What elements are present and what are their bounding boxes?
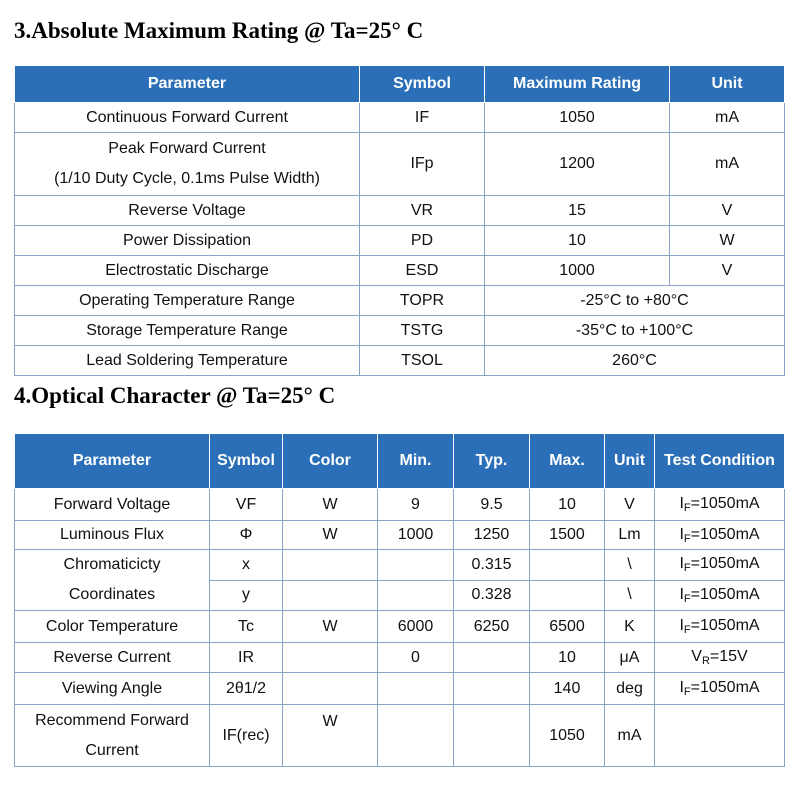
- cell-typ: [454, 643, 530, 673]
- cell-typ: 0.315: [454, 550, 530, 581]
- cell-unit: deg: [605, 673, 655, 705]
- cell-typ: 0.328: [454, 580, 530, 611]
- header-typ: Typ.: [454, 434, 530, 489]
- cell-symbol: VF: [210, 489, 283, 521]
- cell-symbol: VR: [360, 196, 485, 226]
- cell-unit: V: [605, 489, 655, 521]
- cell-rating: 1050: [485, 103, 670, 133]
- cond-main: I: [679, 525, 684, 543]
- cell-unit: \: [605, 580, 655, 611]
- cell-min: [378, 550, 454, 581]
- cell-typ: [454, 705, 530, 767]
- table-row: [15, 489, 785, 521]
- table-row: [15, 346, 785, 376]
- cond-value: =1050mA: [690, 555, 760, 573]
- header-color: Color: [283, 434, 378, 489]
- cell-symbol: y: [210, 580, 283, 611]
- header-unit: Unit: [670, 66, 785, 103]
- cell-max: 10: [530, 489, 605, 521]
- cell-unit: mA: [670, 103, 785, 133]
- cell-max: [530, 580, 605, 611]
- cell-rating: 260°C: [485, 346, 785, 376]
- cond-main: I: [679, 585, 684, 603]
- cell-symbol: PD: [360, 226, 485, 256]
- param-line-2: (1/10 Duty Cycle, 0.1ms Pulse Width): [54, 170, 320, 187]
- cell-rating: 1200: [485, 133, 670, 196]
- cell-symbol: IR: [210, 643, 283, 673]
- cond-subscript: F: [683, 562, 691, 575]
- cell-max: 1500: [530, 521, 605, 550]
- table-row: [15, 521, 785, 550]
- cell-unit: Lm: [605, 521, 655, 550]
- cell-param: Operating Temperature Range: [15, 286, 360, 316]
- cell-symbol: TSTG: [360, 316, 485, 346]
- table-row: [15, 133, 785, 196]
- cell-symbol: 2θ1/2: [210, 673, 283, 705]
- cond-subscript: R: [701, 655, 710, 667]
- header-max: Max.: [530, 434, 605, 489]
- cell-min: [378, 580, 454, 611]
- header-test-condition: Test Condition: [655, 434, 785, 489]
- cond-value: =1050mA: [690, 617, 760, 634]
- cell-unit: \: [605, 550, 655, 581]
- param-line-1: Recommend Forward: [35, 711, 189, 729]
- cell-unit: W: [670, 226, 785, 256]
- cell-param: Viewing Angle: [15, 673, 210, 705]
- cond-value: =1050mA: [690, 495, 760, 512]
- table-row: [15, 673, 785, 705]
- cond-value: =1050mA: [690, 585, 760, 603]
- cell-symbol: ESD: [360, 256, 485, 286]
- cell-condition: [655, 705, 785, 767]
- cell-condition: [655, 550, 785, 581]
- cell-max: [530, 550, 605, 581]
- param-line-1: Peak Forward Current: [108, 140, 266, 157]
- cond-value: =1050mA: [690, 525, 760, 543]
- cell-max: 10: [530, 643, 605, 673]
- cell-max: 6500: [530, 611, 605, 643]
- cell-unit: μA: [605, 643, 655, 673]
- cell-param: [15, 705, 210, 767]
- param-line-2: Current: [85, 741, 139, 759]
- table-row: [15, 705, 785, 767]
- cond-value: =1050mA: [690, 679, 760, 696]
- header-parameter: Parameter: [15, 66, 360, 103]
- cell-rating: -25°C to +80°C: [485, 286, 785, 316]
- cell-color: W: [283, 705, 378, 767]
- cell-symbol: IF: [360, 103, 485, 133]
- cell-rating: 10: [485, 226, 670, 256]
- cell-unit: V: [670, 196, 785, 226]
- cell-param: Color Temperature: [15, 611, 210, 643]
- cell-condition: [655, 643, 785, 673]
- cond-subscript: F: [683, 532, 691, 545]
- cell-rating: -35°C to +100°C: [485, 316, 785, 346]
- cond-value: =15V: [709, 648, 748, 665]
- table-row: [15, 256, 785, 286]
- cell-min: 1000: [378, 521, 454, 550]
- cell-typ: [454, 673, 530, 705]
- cell-param: Power Dissipation: [15, 226, 360, 256]
- cell-max: 1050: [530, 705, 605, 767]
- table-row: [15, 226, 785, 256]
- cell-param: [15, 133, 360, 196]
- cond-subscript: F: [683, 592, 691, 605]
- cell-color: [283, 550, 378, 581]
- cell-condition: [655, 673, 785, 705]
- table-row: [15, 550, 785, 581]
- cell-color: W: [283, 611, 378, 643]
- table-header-row: [15, 66, 785, 103]
- cond-main: I: [679, 679, 684, 696]
- cond-subscript: F: [683, 624, 691, 636]
- cell-param: Continuous Forward Current: [15, 103, 360, 133]
- cell-symbol: TOPR: [360, 286, 485, 316]
- header-min: Min.: [378, 434, 454, 489]
- cell-symbol: Tc: [210, 611, 283, 643]
- param-line-1: Chromaticicty: [63, 556, 161, 573]
- cell-min: 0: [378, 643, 454, 673]
- cell-typ: 6250: [454, 611, 530, 643]
- cond-main: I: [679, 555, 684, 573]
- table-row: [15, 286, 785, 316]
- cell-min: 6000: [378, 611, 454, 643]
- cond-subscript: F: [683, 502, 691, 514]
- optical-character-table: [14, 433, 785, 767]
- cell-unit: mA: [670, 133, 785, 196]
- cell-condition: [655, 611, 785, 643]
- cond-main: V: [691, 648, 702, 665]
- cell-param: Reverse Current: [15, 643, 210, 673]
- header-max-rating: Maximum Rating: [485, 66, 670, 103]
- cell-symbol: TSOL: [360, 346, 485, 376]
- cell-rating: 15: [485, 196, 670, 226]
- table-row: [15, 196, 785, 226]
- header-unit: Unit: [605, 434, 655, 489]
- cell-unit: mA: [605, 705, 655, 767]
- section-3-title: 3.Absolute Maximum Rating @ Ta=25° C: [14, 18, 424, 43]
- cell-symbol: x: [210, 550, 283, 581]
- absolute-max-rating-table: [14, 65, 785, 376]
- header-symbol: Symbol: [360, 66, 485, 103]
- cell-condition: [655, 521, 785, 550]
- cell-param: Lead Soldering Temperature: [15, 346, 360, 376]
- table-header-row: [15, 434, 785, 489]
- table-row: [15, 316, 785, 346]
- cell-unit: K: [605, 611, 655, 643]
- cell-max: 140: [530, 673, 605, 705]
- cond-main: I: [679, 495, 684, 512]
- cell-unit: V: [670, 256, 785, 286]
- cell-color: W: [283, 521, 378, 550]
- header-symbol: Symbol: [210, 434, 283, 489]
- section-4-title: 4.Optical Character @ Ta=25° C: [14, 383, 336, 408]
- cell-symbol: Φ: [210, 521, 283, 550]
- cell-symbol: IFp: [360, 133, 485, 196]
- cell-min: [378, 673, 454, 705]
- cell-param: Electrostatic Discharge: [15, 256, 360, 286]
- cell-color: [283, 673, 378, 705]
- cell-param: Luminous Flux: [15, 521, 210, 550]
- table-row: [15, 611, 785, 643]
- cell-rating: 1000: [485, 256, 670, 286]
- param-line-2: Coordinates: [68, 586, 156, 603]
- cond-main: I: [679, 617, 684, 634]
- cell-param: Reverse Voltage: [15, 196, 360, 226]
- cell-color: [283, 643, 378, 673]
- cell-typ: 9.5: [454, 489, 530, 521]
- cell-color: [283, 580, 378, 611]
- cell-condition: [655, 489, 785, 521]
- cell-condition: [655, 580, 785, 611]
- cell-typ: 1250: [454, 521, 530, 550]
- cell-min: [378, 705, 454, 767]
- cell-min: 9: [378, 489, 454, 521]
- table-row: [15, 643, 785, 673]
- cond-subscript: F: [683, 686, 691, 698]
- table-row: [15, 103, 785, 133]
- cell-param: Storage Temperature Range: [15, 316, 360, 346]
- cell-symbol: IF(rec): [210, 705, 283, 767]
- cell-param: [15, 550, 210, 611]
- header-parameter: Parameter: [15, 434, 210, 489]
- cell-param: Forward Voltage: [15, 489, 210, 521]
- cell-color: W: [283, 489, 378, 521]
